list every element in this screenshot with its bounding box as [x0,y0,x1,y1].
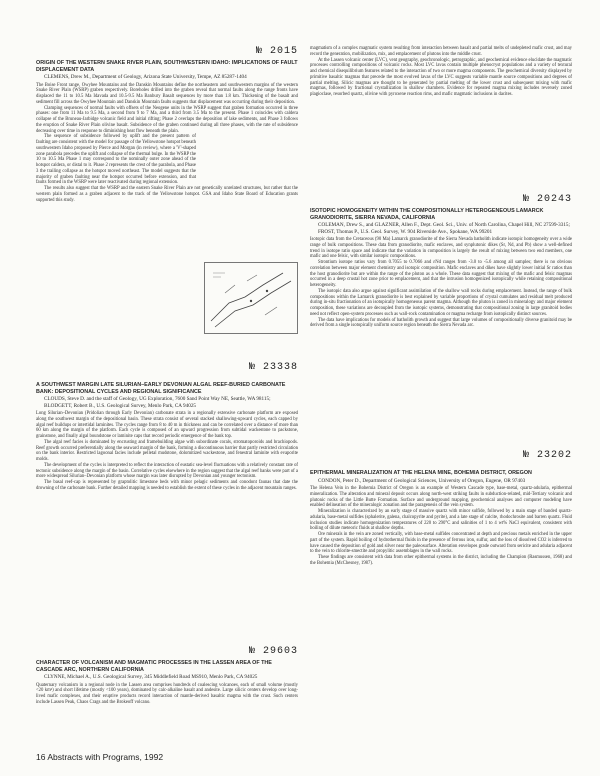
abstract-paragraph: Clamping sequences of normal faults with offsets of the Neogene units in the WSRP suggest that graben formation occurred in three phases: one from 11 Ma to 9.5 Ma, a second from 9 to 7 Ma, and a third from 3.5 Ma to the present. Phase 1 coincides with caldera collapse of the Bruneau-Jarbidge volcanic field and initial rifting; Phase 2 overlaps the deposition of lake sediments, and Phase 3 follows the eruption of Snake River Plain olivine basalt. Subsidence of the graben continued during all three phases, with the rate of subsidence decreasing over time in response to diminishing heat flow beneath the plain. [36,105,298,134]
abstract-number: № 20243 [522,194,572,205]
abstract-23202 [310,450,572,567]
abstract-20243 [310,194,572,329]
abstract-authors: CLYNNE, Michael A., U.S. Geological Survey, 345 Middlefield Road MS910, Menlo Park, CA 94025 [44,674,258,681]
abstract-authors: CONDON, Peter D., Department of Geological Sciences, University of Oregon, Eugene, OR 97403 [318,477,526,484]
abstract-title: ORIGIN OF THE WESTERN SNAKE RIVER PLAIN, SOUTHWESTERN IDAHO: IMPLICATIONS OF FAULT DISPLACEMENT DATA [36,60,298,73]
abstract-23338 [36,362,298,492]
abstract-paragraph: The results also suggest that the WSRP and the eastern Snake River Plain are not genetically unrelated structures, but rather that the western plain formed as a graben adjacent to the track of the Yellowstone hotspot. GSA and Idaho State Board of Education grants supported this study. [36,186,298,203]
abstract-authors: COLEMAN, Drew S., and GLAZNER, Allen F., Dept. Geol. Sci., Univ. of North Carolina, Chapel Hill, NC 27599-3315; FROST, Thomas P., U.S. Geol. Survey, W. 904 Riverside Ave., Spokane, WA 99201 [318,222,570,235]
abstract-29603 [36,646,298,706]
page-footer: 16 Abstracts with Programs, 1992 [36,752,164,762]
abstract-2015 [36,48,298,203]
abstract-paragraph: Quaternary volcanism in a regional node in the Lassen area comprises hundreds of coalescing volcanoes, each of small volume (mostly <20 km³) and short lifetime (mostly <100 years), dominated by calc-alkaline basalt and andesite. Large silicic centers develop over long-lived mafic complexes, and their eruptive products record interaction of mantle-derived basaltic magma with the crust. Such centers include Lassen Peak, Chaos Crags and the Brokeoff volcano. [36,682,298,705]
abstract-number: № 2015 [255,46,298,57]
abstract-title: A SOUTHWEST MARGIN LATE SILURIAN–EARLY DEVONIAN ALGAL REEF-BURIED CARBONATE BANK: DEPOSITIONAL CYCLES AND REGIONAL SIGNIFICANCE [36,382,286,395]
abstract-paragraph: The algal reef facies is dominated by encrusting and framebuilding algae with subordinate corals, stromatoporoids and brachiopods. Reef growth occurred preferentially along the seaward margin of the bank, forming a discontinuous barrier that partly restricted circulation on the bank interior. Restricted lagoonal facies include pelletal mudstone, dolomitized wackestone, and fenestral laminite with evaporite molds. [36,439,298,462]
fault-map-icon [205,263,297,333]
abstract-paragraph: The Boise Front range, Owyhee Mountains and the Danskin Mountains define the northeastern and southwestern margins of the western Snake River Plain (WSRP) graben respectively. Boreholes drilled into the graben reveal that normal faults along the range fronts have displaced the 11 to 10.5 Ma Idavada and 10.5-9.5 Ma Banbury Basalt sequences by more than 1.8 km. Thickening of the basalt and sediment fill across the Owyhee Mountain and Danskin Mountain faults suggests that displacement was occurring during their deposition. [36,82,298,105]
abstract-paragraph: These findings are consistent with data from other epithermal systems in the district, including the Champion (Rasmussen, 1968) and the Bohemia (McChesney, 1987). [310,555,572,566]
abstract-title: CHARACTER OF VOLCANISM AND MAGMATIC PROCESSES IN THE LASSEN AREA OF THE CASCADE ARC, NORTHERN CALIFORNIA [36,660,272,673]
abstract-paragraph: The data have implications for models of batholith growth and suggest that large volumes of compositionally diverse granitoid may be derived from a single isotopically uniform source region beneath the Sierra Nevada arc. [310,317,572,329]
abstract-paragraph: The basal reef-cap is represented by graptolitic limestone beds with minor pelagic sediments and conodont faunas that date the drowning of the carbonate bank. Further detailed mapping is needed to establish the extent of these cycles in the adjacent mountain ranges. [36,480,298,491]
abstract-authors: CLEMENS, Drew M., Department of Geology, Arizona State University, Tempe, AZ 85287-1404 [44,74,247,81]
abstract-paragraph: The development of the cycles is interpreted to reflect the interaction of eustatic sea-level fluctuations with a relatively constant rate of tectonic subsidence along the margin of the basin. Correlative cycles elsewhere in the region suggest that the algal reef banks were part of a more widespread Silurian–Devonian platform whose margin was later disrupted by Devonian and younger tectonism. [36,462,298,480]
abstract-29603-continued [310,46,572,98]
abstract-paragraph: The isotopic data also argue against significant assimilation of the shallow wall rocks during emplacement. Instead, the range of bulk compositions within the Lamarck granodiorite is best explained by variable proportions of crystal cumulates and residual melt produced during in-situ fractionation of an isotopically homogeneous parent magma. Although the pluton is zoned in mineralogy and major element composition, these variations are decoupled from the isotopic systems, demonstrating that compositional zoning in large granitoid bodies need not reflect open-system processes such as wall-rock contamination or magma recharge from isotopically distinct sources. [310,288,572,317]
abstract-title: ISOTOPIC HOMOGENEITY WITHIN THE COMPOSITIONALLY HETEROGENEOUS LAMARCK GRANODIORITE, SIERRA NEVADA, CALIFORNIA [310,208,544,221]
abstract-paragraph: The sequence of subsidence followed by uplift and the present pattern of faulting are consistent with the model for passage of the Yellowstone hotspot beneath southwestern Idaho proposed by Pierce and Morgan (in review), where a 'V'-shaped zone parabola precedes the uplift and collapse of the thermal bulge. In the WSRP the 10 to 10.5 Ma Phase 1 may correspond to the nominally outer zone ahead of the hotspot caldera, or distal to it. Phase 2 represents the crest of the parabola, and Phase 3 the trailing collapse as the hotspot moved northeast. The model suggests that the majority of graben faulting near the hotspot occurred before extension, and that faults formed in the WSRP were later reactivated during regional extension. [36,134,196,186]
abstract-number: № 29603 [248,646,298,657]
abstract-authors: CLOUDS, Steve D. and the staff of Geology, UG Exploration, 7600 Sand Point Way NE, Seattle, WA 98115; BLODGETT, Robert B., U.S. Geological Survey, Menlo Park, CA 94025 [44,396,271,409]
abstract-paragraph: Isotopic data from the Cretaceous (90 Ma) Lamarck granodiorite of the Sierra Nevada batholith indicate isotopic homogeneity over a wide range of bulk compositions. These data from granodiorite, mafic enclaves, and synplutonic dikes (Sr, Nd, and Pb) show a well-defined trend in isotope ratio space and indicate that the variation in composition is largely the result of mixing between two end members, one mafic and one felsic, with similar isotopic compositions. [310,237,572,260]
abstract-paragraph: The Helena Vein in the Bohemia District of Oregon is an example of Western Cascade type, base-metal, quartz-adularia, epithermal mineralization. The alteration and mineral deposit occurs along north-west striking faults in subduction-related, mid-Tertiary volcanic and plutonic rocks of the Little Butte Formation. Surface and underground mapping, geochemical analyses and computer modeling have enabled delineation of the mineralogic zonation and the paragenesis of the vein system. [310,486,572,509]
abstract-number: № 23338 [248,362,298,373]
abstract-paragraph: Ore minerals in the vein are zoned vertically, with base-metal sulfides concentrated at depth and precious metals enriched in the upper part of the system. Rapid boiling of hydrothermal fluids in the presence of ferrous iron, sulfur, and the loss of dissolved CO2 is inferred to have caused the deposition of gold and silver near the paleosurface. Alteration envelopes grade outward from sericite and adularia adjacent to the vein to chlorite-smectite and propylitic assemblages in the wall rocks. [310,532,572,555]
abstract-paragraph: Long Silurian–Devonian (Pridolian through Early Devonian) carbonate strata in a regionally extensive carbonate platform are exposed along the southwest margin of the depositional basin. These strata consist of several stacked shallowing-upward cycles, each capped by algal reef buildups or intertidal laminites. The cycles range from 8 to 40 m in thickness and can be correlated over a distance of more than 60 km along the margin of the platform. Each cycle is composed of an upward progression from subtidal wackestone to packstone, grainstone, and finally algal boundstone or laminite caps that record periodic emergence of the bank top. [36,411,298,439]
abstract-number: № 23202 [522,450,572,461]
fault-map-figure [204,262,298,334]
abstract-paragraph: At the Lassen volcanic center (LVC), vent geography, geochronologic, petrographic, and geochemical evidence elucidate the magmatic processes controlling compositions of volcanic rocks. Most LVC lavas contain multiple phenocryst populations and a variety of textural and chemical disequilibrium features related to the interaction of two or more magma components. The geochemical diversity displayed by primitive basaltic magmas that precede the most evolved lavas of the LVC suggests variable mantle source compositions and degrees of partial melting. Silicic magmas are thought to be generated by partial melting of the lower crust and subsequent mixing with mafic magmas, followed by fractional crystallization in shallow chambers. Evidence for repeated magma mixing includes reversely zoned plagioclase, resorbed quartz, olivine with pyroxene reaction rims, and mafic magmatic inclusions in dacites. [310,57,572,97]
abstract-paragraph: magmatism of a complex magmatic system resulting from interaction between basalt and partial melts of undepleted mafic crust, and may record the generation, mobilization, mix, and emplacement of plutons into the middle crust. [310,46,572,57]
abstract-paragraph: Mineralization is characterized by an early stage of massive quartz with minor sulfide, followed by a main stage of banded quartz-adularia, base-metal sulfides (sphalerite, galena, chalcopyrite and pyrite), and a late stage of calcite, rhodochrosite and barren quartz. Fluid inclusion studies indicate homogenization temperatures of 220 to 290°C and salinities of 1 to 4 wt% NaCl equivalent, consistent with boiling of dilute meteoric fluids at shallow depths. [310,509,572,532]
abstract-paragraph: Strontium isotope ratios vary from 0.7055 to 0.7066 and εNd ranges from -3.0 to -5.6 among all samples; there is no obvious correlation between major element chemistry and isotopic composition. Mafic enclaves and dikes have slightly lower initial Sr ratios than the host granodiorite but are within the range of the pluton as a whole. These data suggest that mixing of the mafic and felsic magmas occurred in a deep crustal hot zone prior to emplacement, and that the intrusion homogenized isotopically while retaining compositional heterogeneity. [310,260,572,288]
abstract-title: EPITHERMAL MINERALIZATION AT THE HELENA MINE, BOHEMIA DISTRICT, OREGON [310,470,532,476]
